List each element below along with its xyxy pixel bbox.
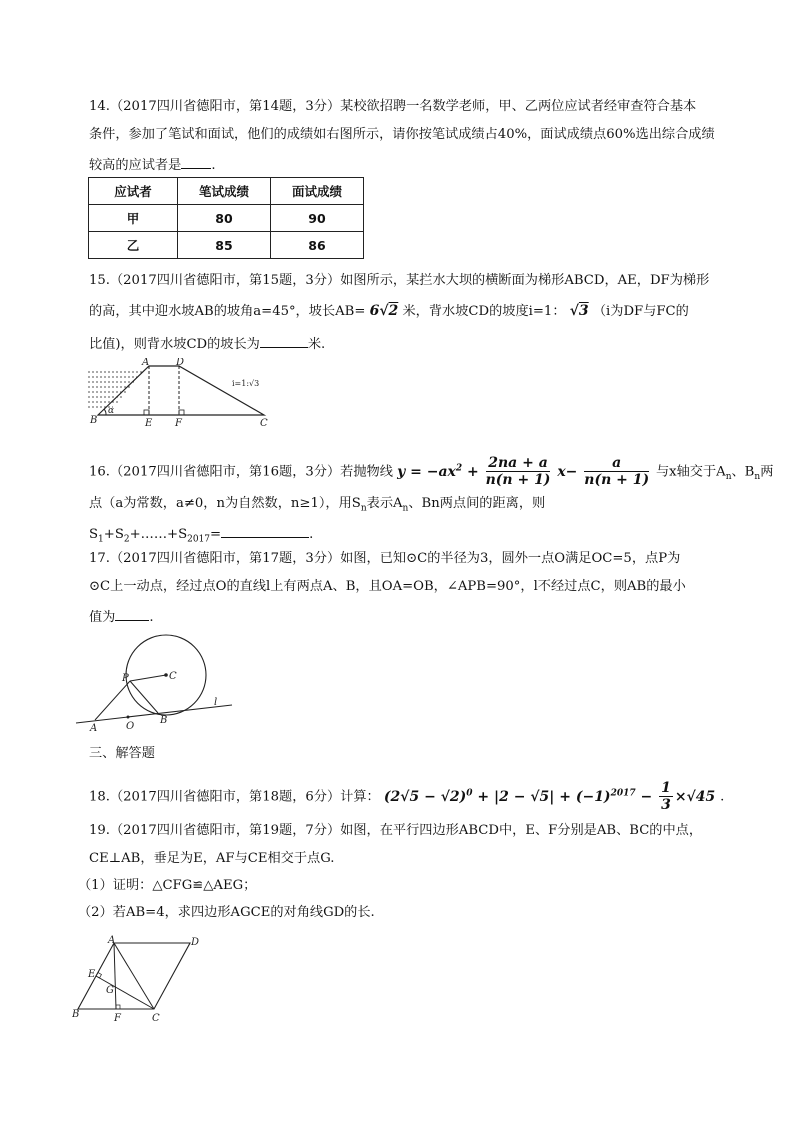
- label-B: B: [72, 1009, 80, 1020]
- label-A: A: [142, 358, 150, 368]
- label-C: C: [169, 671, 177, 682]
- q14-line3-text: 较高的应试者是: [89, 158, 182, 173]
- subscript-2: 2: [123, 534, 130, 545]
- table-cell: 80: [178, 205, 271, 232]
- segment-AF: [114, 943, 116, 1009]
- q17-answer-blank: [115, 606, 149, 621]
- fraction-one-third: [659, 780, 673, 813]
- label-C: C: [260, 418, 268, 428]
- q15-line1: 15.（2017四川省德阳市，第15题，3分）如图所示，某拦水大坝的横断面为梯形ABCD，AE，DF为梯形: [89, 273, 710, 288]
- q16-line3: [89, 523, 313, 549]
- eq-lhs: y = −ax: [397, 463, 456, 480]
- q16-line1-text-a: 16.（2017四川省德阳市，第16题，3分）若抛物线: [89, 464, 393, 480]
- q16-answer-blank: [221, 523, 309, 538]
- q17-line2: ⊙C上一动点，经过点O的直线l上有两点A、B，且OA=OB，∠APB=90°，l不经过点C，则AB的最小: [89, 579, 686, 594]
- q15-line2-text-c: （i为DF与FC的: [592, 304, 689, 319]
- q15-answer-blank: [260, 333, 308, 348]
- q16-line1: [89, 455, 773, 488]
- eq-exponent: 2: [455, 462, 463, 473]
- subscript-n: n: [402, 503, 409, 514]
- sum-S: S: [89, 527, 99, 542]
- sqrt-symbol: √: [569, 303, 579, 319]
- q16-line2-text-a: 点（a为常数，a≠0，n为自然数，n≥1），用S: [89, 496, 361, 511]
- table-row: [89, 205, 364, 232]
- label-B: B: [90, 415, 98, 426]
- q15-line3: [89, 333, 325, 354]
- q16-line2: [89, 495, 545, 518]
- label-O: O: [126, 721, 135, 732]
- table-header: 面试成绩: [271, 178, 364, 205]
- q16-parabola-equation: [397, 455, 656, 488]
- q14-line3: [89, 154, 216, 175]
- exponent-2017: 2017: [610, 787, 636, 798]
- label-A: A: [90, 723, 98, 733]
- q19-parallelogram-figure: [72, 935, 202, 1025]
- expr-part-d: ×√45: [674, 788, 716, 805]
- label-F: F: [114, 1013, 121, 1024]
- right-angle-E: [144, 410, 149, 415]
- q17-period: .: [149, 610, 154, 625]
- equals-sign: =: [210, 527, 222, 542]
- table-cell: 乙: [89, 232, 178, 259]
- q17-line1: 17.（2017四川省德阳市，第17题，3分）如图，已知⊙C的半径为3，圆外一点O满足OC=5，点P为: [89, 551, 681, 566]
- label-E: E: [88, 969, 96, 980]
- fraction-2-numerator: a: [584, 455, 649, 472]
- label-C: C: [152, 1013, 160, 1024]
- q19-part1: （1）证明：△CFG≌△AEG；: [78, 878, 257, 893]
- q19-line2: CE⊥AB，垂足为E，AF与CE相交于点G.: [89, 851, 335, 866]
- table-cell: 85: [178, 232, 271, 259]
- fraction-denominator: 3: [661, 797, 671, 813]
- subscript-n: n: [360, 503, 367, 514]
- q19-part2: （2）若AB=4，求四边形AGCE的对角线GD的长.: [78, 905, 375, 920]
- section-heading: 三、解答题: [89, 746, 155, 761]
- q17-line3-text: 值为: [89, 610, 116, 625]
- segment-PC: [130, 675, 166, 681]
- q14-score-table: [88, 177, 364, 259]
- segment-PA: [95, 681, 130, 720]
- segment-CE: [96, 976, 154, 1009]
- fraction-numerator: 1: [661, 780, 671, 796]
- subscript-n: n: [725, 472, 732, 483]
- minus-sign: −: [565, 463, 578, 480]
- table-row: [89, 232, 364, 259]
- fraction-1-denominator: n(n + 1): [485, 472, 551, 488]
- q14-line2: 条件，参加了笔试和面试，他们的成绩如右图所示，请你按笔试成绩占40%，面试成绩点60%选出综合成绩: [89, 127, 715, 142]
- expr-part-c: −: [635, 788, 658, 805]
- q15-line2: [89, 302, 689, 321]
- right-angle-F: [116, 1005, 120, 1009]
- q14-answer-blank: [181, 154, 211, 169]
- right-angle-F: [179, 410, 184, 415]
- label-D: D: [176, 358, 185, 368]
- q14-period: .: [211, 158, 216, 173]
- sqrt-symbol: √: [379, 303, 389, 319]
- q18-text: 18.（2017四川省德阳市，第18题，6分）计算：: [89, 789, 380, 805]
- subscript-1: 1: [98, 534, 104, 545]
- q17-circle-figure: [72, 633, 242, 733]
- q16-line1-text-d: 两: [760, 464, 774, 480]
- q18-period: .: [720, 789, 725, 805]
- q15-radicand-2: 3: [578, 303, 589, 319]
- q15-line3-text-b: 米.: [307, 337, 326, 352]
- q14-line1: 14.（2017四川省德阳市，第14题，3分）某校欲招聘一名数学老师，甲、乙两位应试者经审查符合基本: [89, 99, 697, 114]
- fraction-2: [584, 455, 649, 488]
- expr-part-a: (2√5 − √2): [383, 788, 467, 805]
- water-hatching: [88, 372, 144, 407]
- q16-period: .: [309, 527, 314, 542]
- table-cell: 86: [271, 232, 364, 259]
- label-A: A: [108, 935, 116, 946]
- dam-trapezoid: [98, 366, 264, 415]
- table-cell: 甲: [89, 205, 178, 232]
- q16-line2-text-c: 、Bn两点间的距离，则: [408, 496, 546, 511]
- q16-line2-text-b: 表示A: [366, 496, 403, 511]
- q15-slope-length: [370, 303, 399, 319]
- q15-coef: 6: [369, 303, 380, 319]
- label-B: B: [160, 715, 168, 726]
- label-D: D: [191, 937, 200, 948]
- segment-AC: [114, 943, 154, 1009]
- subscript-n: n: [754, 472, 761, 483]
- fraction-1: [486, 455, 551, 488]
- q15-line3-text-a: 比值)，则背水坡CD的坡长为: [89, 337, 260, 352]
- label-l: l: [214, 697, 218, 708]
- q17-line3: [89, 606, 154, 627]
- label-F: F: [175, 418, 182, 428]
- label-E: E: [145, 418, 153, 428]
- fraction-2-denominator: n(n + 1): [584, 472, 650, 488]
- sum-ellipsis: +……+S: [129, 527, 188, 542]
- exponent-0: 0: [466, 787, 473, 798]
- q18-line: [89, 780, 724, 813]
- table-header: 应试者: [89, 178, 178, 205]
- point-O: [127, 716, 130, 719]
- q16-line1-text-b: 与x轴交于A: [655, 464, 726, 480]
- eq-x: x: [557, 463, 566, 480]
- q15-line2-text-b: 米，背水坡CD的坡度i=1：: [402, 304, 566, 319]
- q19-line1: 19.（2017四川省德阳市，第19题，7分）如图，在平行四边形ABCD中，E、F分别是AB、BC的中点，: [89, 823, 703, 838]
- table-header-row: [89, 178, 364, 205]
- table-cell: 90: [271, 205, 364, 232]
- table-header: 笔试成绩: [178, 178, 271, 205]
- label-slope: i=1:√3: [232, 379, 260, 388]
- sum-plus-S: +S: [103, 527, 124, 542]
- plus-sign: +: [467, 463, 479, 480]
- subscript-2017: 2017: [187, 534, 211, 545]
- label-G: G: [106, 985, 114, 996]
- label-P: P: [122, 673, 129, 684]
- fraction-1-numerator: 2na + a: [486, 455, 551, 472]
- point-C: [164, 673, 168, 677]
- q15-radicand: 2: [388, 303, 399, 319]
- q15-slope-ratio: [570, 303, 589, 319]
- q18-expression: [383, 780, 720, 813]
- angle-alpha-arc: [104, 409, 106, 415]
- label-alpha: α: [108, 406, 115, 416]
- q16-line1-text-c: 、B: [731, 464, 755, 480]
- expr-part-b: + |2 − √5| + (−1): [472, 788, 611, 805]
- q15-dam-figure: [86, 358, 286, 428]
- q15-line2-text-a: 的高，其中迎水坡AB的坡角a=45°，坡长AB=: [89, 304, 366, 319]
